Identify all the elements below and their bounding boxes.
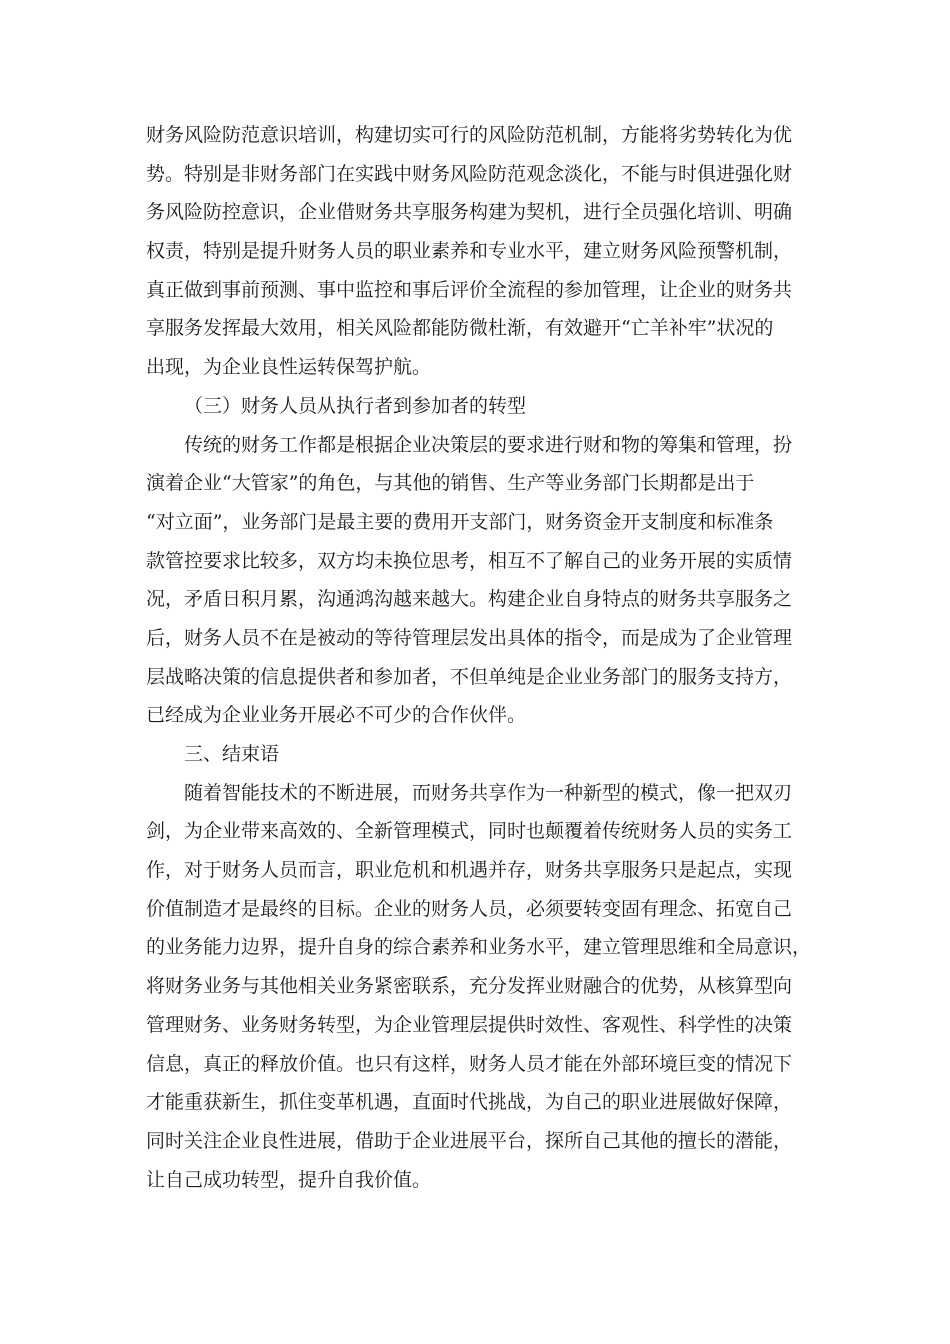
text-line: 传统的财务工作都是根据企业决策层的要求进行财和物的筹集和管理，扮 <box>184 433 793 456</box>
text-line: 将财务业务与其他相关业务紧密联系，充分发挥业财融合的优势，从核算型向 <box>146 975 793 998</box>
text-line: 随着智能技术的不断进展，而财务共享作为一种新型的模式，像一把双刃 <box>184 781 793 804</box>
text-line: 款管控要求比较多，双方均未换位思考，相互不了解自己的业务开展的实质情 <box>146 549 793 572</box>
text-line: 演着企业“大管家”的角色，与其他的销售、生产等业务部门长期都是出于 <box>146 472 755 495</box>
body-text <box>146 116 836 1199</box>
text-line: 剑，为企业带来高效的、全新管理模式，同时也颠覆着传统财务人员的实务工 <box>146 820 793 843</box>
text-line: 同时关注企业良性进展，借助于企业进展平台，探所自己其他的擅长的潜能， <box>146 1129 793 1152</box>
text-line: 管理财务、业务财务转型，为企业管理层提供时效性、客观性、科学性的决策 <box>146 1013 793 1036</box>
text-line: 势。特别是非财务部门在实践中财务风险防范观念淡化，不能与时俱进强化财 <box>146 162 793 185</box>
text-line: 让自己成功转型，提升自我价值。 <box>146 1168 432 1191</box>
text-line: （三）财务人员从执行者到参加者的转型 <box>184 394 527 417</box>
text-line: 作，对于财务人员而言，职业危机和机遇并存，财务共享服务只是起点，实现 <box>146 859 793 882</box>
text-line: 真正做到事前预测、事中监控和事后评价全流程的参加管理，让企业的财务共 <box>146 278 793 301</box>
text-line: 层战略决策的信息提供者和参加者，不但单纯是企业业务部门的服务支持方， <box>146 665 793 688</box>
text-line: 务风险防控意识，企业借财务共享服务构建为契机，进行全员强化培训、明确 <box>146 201 793 224</box>
text-line: 才能重获新生，抓住变革机遇，直面时代挑战，为自己的职业进展做好保障， <box>146 1091 793 1114</box>
text-line: 况，矛盾日积月累，沟通鸿沟越来越大。构建企业自身特点的财务共享服务之 <box>146 588 793 611</box>
text-line: 享服务发挥最大效用，相关风险都能防微杜渐，有效避开“亡羊补牢”状况的 <box>146 317 774 340</box>
text-line: 已经成为企业业务开展必不可少的合作伙伴。 <box>146 704 527 727</box>
text-line: 的业务能力边界，提升自身的综合素养和业务水平，建立管理思维和全局意识， <box>146 936 812 959</box>
text-line: “对立面”，业务部门是最主要的费用开支部门，财务资金开支制度和标准条 <box>146 510 774 533</box>
text-line: 后，财务人员不在是被动的等待管理层发出具体的指令，而是成为了企业管理 <box>146 626 793 649</box>
text-line: 价值制造才是最终的目标。企业的财务人员，必须要转变固有理念、拓宽自己 <box>146 897 793 920</box>
text-line: 权责，特别是提升财务人员的职业素养和专业水平，建立财务风险预警机制， <box>146 240 793 263</box>
text-line: 三、结束语 <box>184 743 280 765</box>
text-line: 出现，为企业良性运转保驾护航。 <box>146 356 432 379</box>
text-line: 信息，真正的释放价值。也只有这样，财务人员才能在外部环境巨变的情况下 <box>146 1052 793 1075</box>
text-line: 财务风险防范意识培训，构建切实可行的风险防范机制，方能将劣势转化为优 <box>146 124 793 146</box>
